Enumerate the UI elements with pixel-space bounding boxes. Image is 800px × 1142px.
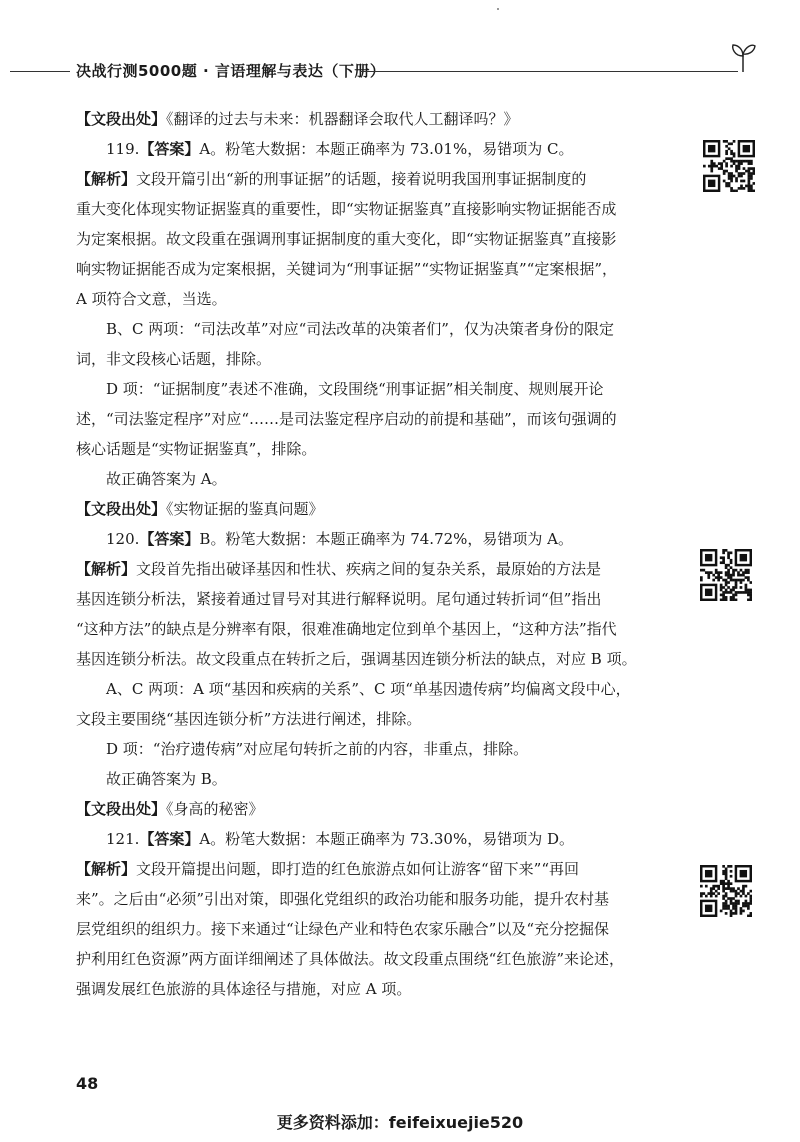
text-line — [76, 854, 672, 884]
line-text: 《身高的秘密》 — [166, 800, 264, 818]
qr-code-icon[interactable] — [700, 549, 752, 601]
line-text: D 项：“证据制度”表述不准确，文段围绕“刑事证据”相关制度、规则展开论 — [106, 380, 604, 398]
text-line — [76, 284, 672, 314]
section-tag: 【文段出处】 — [76, 110, 167, 128]
text-line — [76, 344, 672, 374]
line-text: 层党组织的组织力。接下来通过“让绿色产业和特色农家乐融合”以及“充分挖掘保 — [76, 920, 610, 938]
section-tag: 【文段出处】 — [76, 500, 167, 518]
text-line — [76, 104, 672, 134]
text-line — [76, 134, 672, 164]
page-number: 48 — [76, 1074, 99, 1093]
line-text: 护利用红色资源”两方面详细阐述了具体做法。故文段重点围绕“红色旅游”来论述， — [76, 950, 625, 968]
sprout-icon — [730, 42, 756, 72]
header-rule-right — [360, 71, 738, 72]
line-text: A 项符合文意，当选。 — [76, 290, 227, 308]
text-line — [76, 794, 672, 824]
line-text: 故正确答案为 B。 — [106, 770, 227, 788]
line-text: B。粉笔大数据：本题正确率为 74.72%，易错项为 A。 — [199, 530, 574, 548]
text-line — [76, 914, 672, 944]
line-text: 述，“司法鉴定程序”对应“……是司法鉴定程序启动的前提和基础”，而该句强调的 — [76, 410, 617, 428]
section-tag: 【答案】 — [139, 830, 200, 848]
text-line — [76, 194, 672, 224]
text-line — [76, 464, 672, 494]
text-line — [76, 224, 672, 254]
line-text: A。粉笔大数据：本题正确率为 73.01%，易错项为 C。 — [199, 140, 574, 158]
line-text: B、C 两项：“司法改革”对应“司法改革的决策者们”，仅为决策者身份的限定 — [106, 320, 614, 338]
question-number: 121. — [106, 830, 140, 848]
text-line — [76, 734, 672, 764]
text-line — [76, 164, 672, 194]
line-text: 基因连锁分析法，紧接着通过冒号对其进行解释说明。尾句通过转折词“但”指出 — [76, 590, 602, 608]
text-line — [76, 644, 672, 674]
header-rule-left — [10, 71, 70, 72]
line-text: 文段开篇提出问题，即打造的红色旅游点如何让游客“留下来”“再回 — [136, 860, 580, 878]
section-tag: 【文段出处】 — [76, 800, 167, 818]
line-text: 强调发展红色旅游的具体途径与措施，对应 A 项。 — [76, 980, 412, 998]
text-line — [76, 404, 672, 434]
text-line — [76, 764, 672, 794]
line-text: 为定案根据。故文段重在强调刑事证据制度的重大变化，即“实物证据鉴真”直接影 — [76, 230, 617, 248]
text-line — [76, 704, 672, 734]
line-text: D 项：“治疗遗传病”对应尾句转折之前的内容，非重点，排除。 — [106, 740, 529, 758]
section-tag: 【解析】 — [76, 170, 137, 188]
line-text: 文段主要围绕“基因连锁分析”方法进行阐述，排除。 — [76, 710, 422, 728]
text-line — [76, 554, 672, 584]
text-line — [76, 884, 672, 914]
section-tag: 【答案】 — [139, 530, 200, 548]
main-text — [76, 104, 672, 1004]
line-text: 基因连锁分析法。故文段重点在转折之后，强调基因连锁分析法的缺点，对应 B 项。 — [76, 650, 637, 668]
text-line — [76, 944, 672, 974]
footer-contact-note: 更多资料添加：feifeixuejie520 — [276, 1113, 524, 1132]
line-text: 文段开篇引出“新的刑事证据”的话题，接着说明我国刑事证据制度的 — [136, 170, 587, 188]
qr-code-icon[interactable] — [700, 865, 752, 917]
line-text: 《实物证据的鉴真问题》 — [166, 500, 324, 518]
line-text: 核心话题是“实物证据鉴真”，排除。 — [76, 440, 317, 458]
line-text: “这种方法”的缺点是分辨率有限，很难准确地定位到单个基因上，“这种方法”指代 — [76, 620, 617, 638]
text-line — [76, 254, 672, 284]
section-tag: 【解析】 — [76, 560, 137, 578]
running-header — [0, 58, 800, 88]
section-tag: 【解析】 — [76, 860, 137, 878]
line-text: 响实物证据能否成为定案根据，关键词为“刑事证据”“实物证据鉴真”“定案根据”， — [76, 260, 618, 278]
text-line — [76, 524, 672, 554]
section-tag: 【答案】 — [139, 140, 200, 158]
line-text: 重大变化体现实物证据鉴真的重要性，即“实物证据鉴真”直接影响实物证据能否成 — [76, 200, 617, 218]
question-number: 119. — [106, 140, 140, 158]
text-line — [76, 674, 672, 704]
line-text: 文段首先指出破译基因和性状、疾病之间的复杂关系，最原始的方法是 — [136, 560, 602, 578]
question-number: 120. — [106, 530, 140, 548]
qr-code-icon[interactable] — [703, 140, 755, 192]
line-text: A。粉笔大数据：本题正确率为 73.30%，易错项为 D。 — [199, 830, 575, 848]
text-line — [76, 974, 672, 1004]
text-line — [76, 314, 672, 344]
line-text: 故正确答案为 A。 — [106, 470, 227, 488]
text-line — [76, 614, 672, 644]
line-text: 《翻译的过去与未来：机器翻译会取代人工翻译吗？》 — [166, 110, 519, 128]
text-line — [76, 434, 672, 464]
text-line — [76, 824, 672, 854]
text-line — [76, 374, 672, 404]
book-title: 决战行测5000题 · 言语理解与表达（下册） — [76, 62, 386, 80]
line-text: 来”。之后由“必须”引出对策，即强化党组织的政治功能和服务功能，提升农村基 — [76, 890, 610, 908]
text-line — [76, 584, 672, 614]
line-text: 词，非文段核心话题，排除。 — [76, 350, 272, 368]
scan-speck — [497, 8, 499, 10]
line-text: A、C 两项：A 项“基因和疾病的关系”、C 项“单基因遗传病”均偏离文段中心， — [106, 680, 631, 698]
text-line — [76, 494, 672, 524]
